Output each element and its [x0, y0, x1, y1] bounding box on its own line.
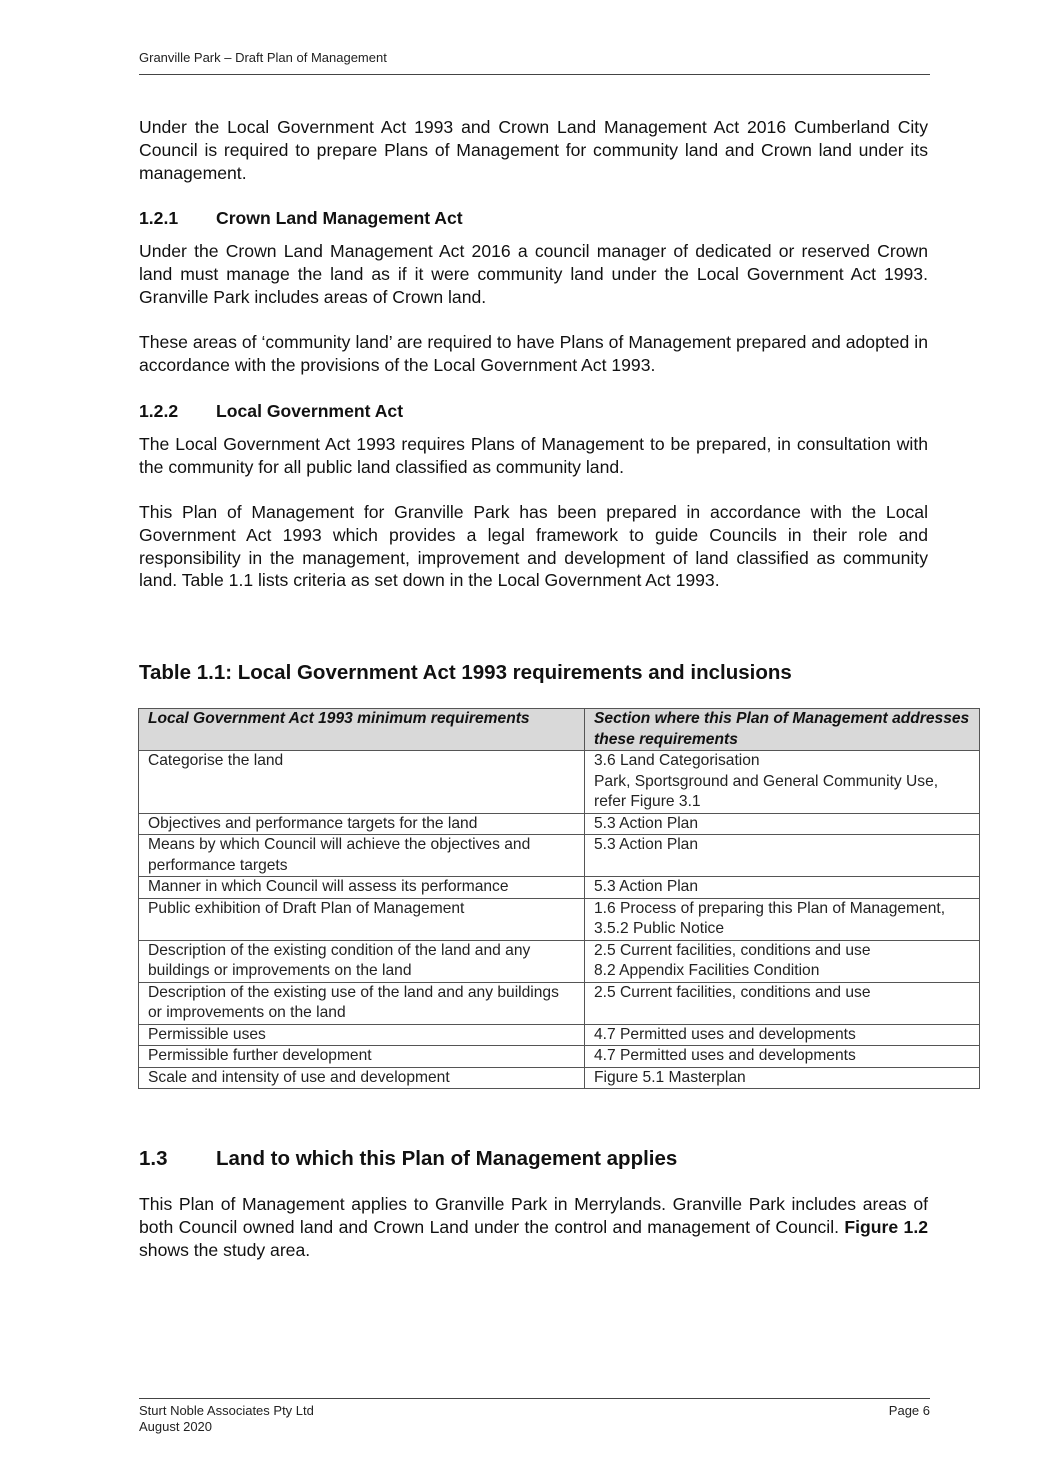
lga-paragraph-2: This Plan of Management for Granville Park has been prepared in accordance with the Local Government Act 1993 which provides a legal framework to guide Councils in their role and responsibility in the management, improvement and development of land classified as community land. Table 1.1 lists criteria as set down in the Local Government Act 1993.: [139, 502, 928, 591]
requirement-cell: Permissible uses: [139, 1024, 585, 1046]
section-reference: 4.7 Permitted uses and developments: [594, 1025, 856, 1043]
paragraph-text: This Plan of Management applies to Granville Park in Merrylands. Granville Park includes areas of both Council owned land and Crown Land under the control and management of Council.: [139, 1194, 928, 1237]
requirement-cell: Categorise the land: [139, 751, 585, 814]
requirement-cell: Description of the existing condition of the land and any buildings or improvements on the land: [139, 940, 585, 982]
paragraph-text-end: shows the study area.: [139, 1239, 311, 1260]
table-row: [139, 835, 980, 877]
section-reference: 2.5 Current facilities, conditions and use: [594, 983, 871, 1001]
intro-paragraph: Under the Local Government Act 1993 and Crown Land Management Act 2016 Cumberland City Council is required to prepare Plans of Management for community land and Crown land under its management.: [139, 117, 928, 183]
lga-paragraph-1: The Local Government Act 1993 requires Plans of Management to be prepared, in consultation with the community for all public land classified as community land.: [139, 434, 928, 477]
requirement-cell: Public exhibition of Draft Plan of Management: [139, 898, 585, 940]
heading-1-2-2: [139, 400, 403, 422]
section-cell: [585, 835, 980, 877]
section-reference: 3.6 Land Categorisation: [594, 752, 760, 769]
section-reference: 5.3 Action Plan: [594, 814, 699, 832]
page-footer: [139, 1398, 930, 1435]
heading-text: Local Government Act: [216, 401, 404, 421]
land-applies-paragraph: [139, 1193, 928, 1261]
section-cell: [585, 898, 980, 940]
section-reference: Figure 5.1 Masterplan: [594, 1068, 746, 1086]
heading-1-2-1: [139, 207, 463, 229]
section-reference: 8.2 Appendix Facilities Condition: [594, 962, 820, 979]
section-reference: 5.3 Action Plan: [594, 878, 699, 895]
section-cell: [585, 751, 980, 814]
table-body: [139, 751, 980, 1089]
section-cell: [585, 982, 980, 1024]
heading-text: Land to which this Plan of Management applies: [216, 1147, 678, 1170]
heading-1-3: [139, 1146, 677, 1172]
section-cell: [585, 1024, 980, 1046]
requirement-cell: Permissible further development: [139, 1046, 585, 1068]
table-row: [139, 940, 980, 982]
footer-company: Sturt Noble Associates Pty Ltd: [139, 1403, 314, 1418]
heading-text: Crown Land Management Act: [216, 208, 463, 228]
table-row: [139, 751, 980, 814]
section-reference: 2.5 Current facilities, conditions and use: [594, 941, 871, 959]
section-reference: 4.7 Permitted uses and developments: [594, 1047, 856, 1064]
table-row: [139, 813, 980, 835]
section-reference: 5.3 Action Plan: [594, 836, 699, 853]
section-reference: Park, Sportsground and General Community Use, refer Figure 3.1: [594, 772, 939, 810]
crown-land-paragraph-2: These areas of ‘community land’ are required to have Plans of Management prepared and adopted in accordance with the provisions of the Local Government Act 1993.: [139, 332, 928, 375]
section-cell: [585, 877, 980, 899]
table-row: [139, 982, 980, 1024]
crown-land-paragraph-1: Under the Crown Land Management Act 2016 a council manager of dedicated or reserved Crown land must manage the land as if it were community land under the Local Government Act 1993. Granville Park includes areas of Crown land.: [139, 241, 928, 307]
requirement-cell: Description of the existing use of the land and any buildings or improvements on the land: [139, 982, 585, 1024]
table-row: [139, 1067, 980, 1089]
table-row: [139, 898, 980, 940]
requirement-cell: Manner in which Council will assess its performance: [139, 877, 585, 899]
table-title: Table 1.1: Local Government Act 1993 requirements and inclusions: [139, 661, 792, 684]
column-header-requirements: Local Government Act 1993 minimum requirements: [139, 709, 585, 751]
table-header-row: [139, 709, 980, 751]
requirement-cell: Scale and intensity of use and development: [139, 1067, 585, 1089]
requirement-cell: Means by which Council will achieve the objectives and performance targets: [139, 835, 585, 877]
footer-date: August 2020: [139, 1419, 213, 1434]
table-row: [139, 1024, 980, 1046]
page-header: [139, 50, 930, 75]
section-cell: [585, 1067, 980, 1089]
section-cell: [585, 813, 980, 835]
heading-number: 1.3: [139, 1147, 168, 1170]
table-row: [139, 1046, 980, 1068]
column-header-section: Section where this Plan of Management addresses these requirements: [585, 709, 980, 751]
section-reference: 1.6 Process of preparing this Plan of Management, 3.5.2 Public Notice: [594, 899, 946, 937]
section-cell: [585, 1046, 980, 1068]
heading-number: 1.2.2: [139, 401, 179, 421]
header-title: Granville Park – Draft Plan of Management: [139, 50, 387, 65]
figure-reference: Figure 1.2: [844, 1216, 929, 1237]
table-row: [139, 877, 980, 899]
requirement-cell: Objectives and performance targets for the land: [139, 813, 585, 835]
page-number: Page 6: [888, 1403, 930, 1418]
requirements-table: [138, 708, 980, 1089]
section-cell: [585, 940, 980, 982]
heading-number: 1.2.1: [139, 208, 179, 228]
